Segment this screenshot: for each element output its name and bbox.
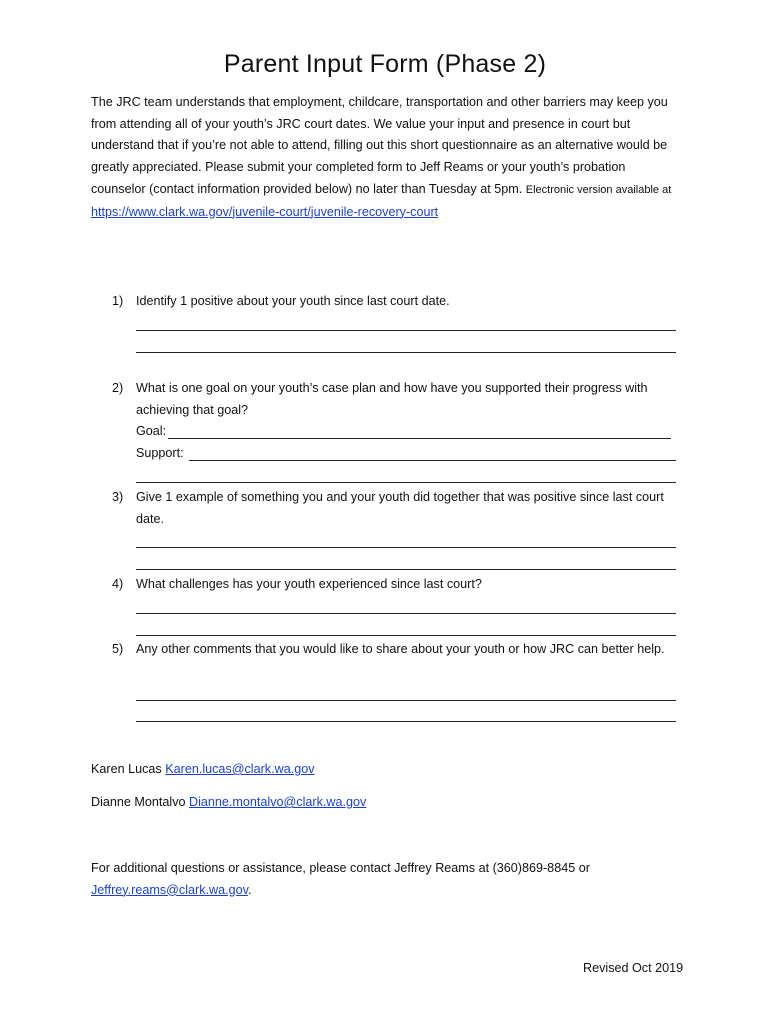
question-text: Any other comments that you would like to share about your youth or how JRC can better help.	[136, 642, 665, 656]
answer-line[interactable]	[136, 352, 676, 353]
question-3	[112, 487, 682, 530]
question-number: 1)	[112, 294, 124, 308]
answer-line[interactable]	[136, 635, 676, 636]
revision-note: Revised Oct 2019	[583, 961, 684, 975]
contact-dianne	[91, 795, 366, 809]
goal-label: Goal:	[136, 424, 167, 438]
question-number: 5)	[112, 642, 124, 656]
additional-info-text: For additional questions or assistance, please contact Jeffrey Reams at (360)869-8845 or	[91, 861, 590, 875]
answer-line[interactable]	[136, 482, 676, 483]
question-5	[112, 639, 682, 661]
intro-paragraph	[91, 92, 681, 223]
trailing-period: .	[247, 882, 252, 897]
page-title: Parent Input Form (Phase 2)	[223, 50, 547, 78]
website-link[interactable]: https://www.clark.wa.gov/juvenile-court/juvenile-recovery-court	[91, 204, 439, 219]
support-answer-line[interactable]	[189, 460, 676, 461]
question-1	[112, 291, 682, 313]
answer-line[interactable]	[136, 700, 676, 701]
question-text: What is one goal on your youth’s case plan and how have you supported their progress with achieving that goal?	[136, 381, 648, 417]
electronic-note: Electronic version available at	[525, 183, 672, 196]
question-4	[112, 574, 682, 596]
question-text: Give 1 example of something you and your youth did together that was positive since last court date.	[136, 490, 664, 526]
jeffrey-email-link[interactable]: Jeffrey.reams@clark.wa.gov	[91, 882, 248, 897]
support-label: Support:	[136, 446, 184, 460]
answer-line[interactable]	[136, 721, 676, 722]
contact-name: Dianne Montalvo	[91, 795, 186, 809]
additional-info	[91, 858, 651, 901]
intro-text: The JRC team understands that employment, childcare, transportation and other barriers may keep you from attending all of your youth’s JRC court dates. We value your input and presence in court but understand that if you’re not able to attend, filling out this short questionnaire as an alternative would be greatly appreciated. Please submit your completed form to Jeff Reams or your youth’s probation counselor (contact information provided below) no later than Tuesday at 5pm.	[91, 95, 668, 196]
question-number: 2)	[112, 381, 124, 395]
question-number: 4)	[112, 577, 124, 591]
question-text: What challenges has your youth experienced since last court?	[136, 577, 482, 591]
question-2	[112, 378, 682, 421]
answer-line[interactable]	[136, 547, 676, 548]
answer-line[interactable]	[136, 569, 676, 570]
answer-line[interactable]	[136, 330, 676, 331]
goal-answer-line[interactable]	[168, 438, 671, 439]
contact-name: Karen Lucas	[91, 762, 162, 776]
contact-email-link[interactable]: Karen.lucas@clark.wa.gov	[165, 762, 315, 776]
question-number: 3)	[112, 490, 124, 504]
question-text: Identify 1 positive about your youth since last court date.	[136, 294, 450, 308]
contact-email-link[interactable]: Dianne.montalvo@clark.wa.gov	[189, 795, 367, 809]
answer-line[interactable]	[136, 613, 676, 614]
contact-karen	[91, 762, 315, 776]
